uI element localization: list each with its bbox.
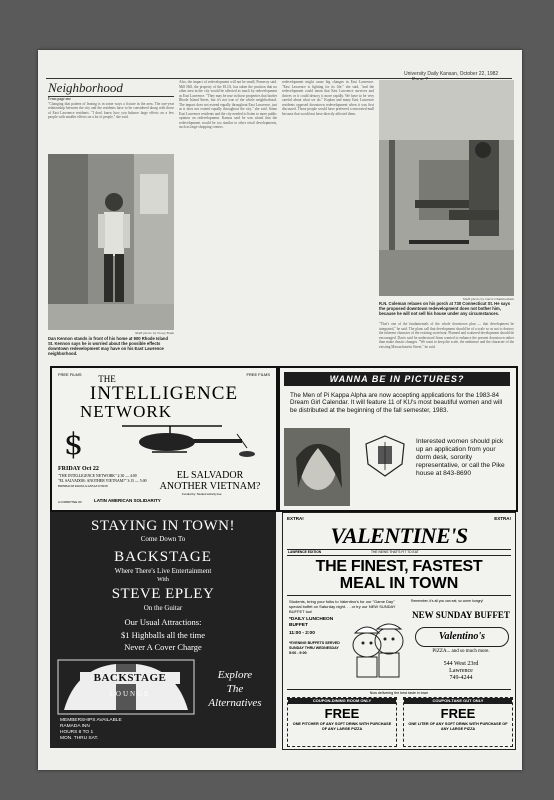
helicopter-icon xyxy=(112,420,262,460)
coupon1-body: ONE PITCHER OF ANY SOFT DRINK WITH PURCHASE OF ANY LARGE PIZZA xyxy=(292,722,392,731)
ad-backstage-attraction-1: $1 Highballs all the time xyxy=(120,630,206,640)
ad-val-new-buffet: NEW SUNDAY BUFFET xyxy=(412,610,510,620)
ad-val-buffets xyxy=(289,617,349,656)
ad-intelligence-network xyxy=(50,366,278,512)
jump-line: From page one xyxy=(48,97,71,101)
paper-name: University Daily Kansan, October 22, 1982 xyxy=(404,71,499,77)
ad-val-phone: 749-4244 xyxy=(449,675,473,681)
coupon2-head: COUPON-TAKE OUT ONLY xyxy=(404,698,512,704)
ad-backstage-line1: STAYING IN TOWN! xyxy=(90,518,236,534)
ad-title-the: THE xyxy=(98,374,116,384)
ad-backstage-explore-2: The xyxy=(226,683,244,695)
ad-date: FRIDAY Oct 22 xyxy=(58,466,99,472)
article-text-col2: Also, the impact of redevelopment will not be small, Pomeroy said. Mill Hill, the property of the ELIA, has taken the position that no other area in the city would be affected as much by redevelopment as East Lawrence. "They may be true in those properties that border Rhode Island Street, but it's not true of the whole neighborhood. The impact does not extend equally throughout East Lawrence, just as it does not extend equally throughout the city," she said. Some East Lawrence residents and the city needed to listen to more public opinion on redevelopment. Kansas said he was afraid that the redevelopment would be too similar to other retail developments, such as large shopping centers. xyxy=(179,80,277,129)
ad-val-title: VALENTINE'S xyxy=(330,523,468,548)
ad-val-headline-2: MEAL IN TOWN xyxy=(339,575,459,592)
article-text-col3: redevelopment might cause big changes in East Lawrence. "East Lawrence is fighting for its life," she said, "and the redevelopment could mean that East Lawrence survives and thrives or it could destroy it more rapidly. We have to be very careful about what we do." Koplan and many East Lawrence residents opposed downtown redevelopment when it was first discussed. Those people would have preferred a renovated mall because that would not have directly affected them. xyxy=(282,80,374,116)
ad-backstage-with: With xyxy=(157,577,169,583)
ad-val-buffet1-title: *DAILY LUNCHEON BUFFET xyxy=(289,617,334,628)
article-text-col4: "That's one of the fundamentals of the whole downtown plan — that development be integrated," he said. The plans call that development should be of a scale so as not to destroy the inherent character of the existing storefront. Planned and scattered development should be encouraged. Davis said he understood firms wanted to enhance the present downtown rather than make drastic changes. "We want to keep the scale, the ambience and the character of the existing Massachusetts Street," he said. xyxy=(379,322,514,349)
ad-headline-another-vietnam: ANOTHER VIETNAM? xyxy=(159,481,261,492)
ad-val-buffet2-title: *EVENING BUFFETS SERVED SUNDAY THRU WEDNESDAY xyxy=(289,641,340,650)
ad-committee: A COMMITTEE OF xyxy=(58,500,82,504)
ad-pictures-headline: WANNA BE IN PICTURES? xyxy=(284,372,510,386)
ad-val-address xyxy=(409,661,513,682)
woman-photo-image xyxy=(284,428,350,506)
ad-val-extra-left: EXTRA! xyxy=(287,516,304,521)
ad-backstage-logo-top: BACKSTAGE xyxy=(80,672,180,684)
ad-val-buffet1-time: 11:00 - 2:00 xyxy=(289,631,315,636)
backstage-lounge-logo-icon xyxy=(56,658,196,716)
coupon1-free: FREE xyxy=(324,706,360,721)
ad-backstage-hours: HOURS 8 TO 1 xyxy=(60,730,94,735)
masthead-rule xyxy=(46,78,512,79)
woman-photo xyxy=(284,428,350,506)
photo2-caption: R.N. Coleman relaxes on his porch at 730 Connecticut St. He says the proposed downtown redevelopment does not bother him, because he will not sell his house under any circumstances. xyxy=(379,301,511,316)
ad-val-address-2: Lawrence xyxy=(449,668,473,674)
ad-backstage-explore-1: Explore xyxy=(217,669,253,681)
ad-backstage-explore-3: Alternatives xyxy=(208,697,262,709)
ad-sponsor: LATIN AMERICAN SOLIDARITY xyxy=(94,498,161,503)
ad-backstage-attraction-2: Never A Cover Charge xyxy=(124,642,202,652)
ad-free-films-left: FREE FILMS xyxy=(58,372,82,377)
ad-headline-el-salvador: EL SALVADOR xyxy=(176,470,244,481)
ad-backstage xyxy=(50,512,276,748)
ad-backstage-days: MON. THRU SAT. xyxy=(60,736,99,741)
ad-val-brand-logo: Valentino's xyxy=(415,627,509,647)
ad-wanna-be-in-pictures xyxy=(278,366,518,512)
ad-backstage-venue: RAMADA INN xyxy=(60,724,90,729)
ad-val-subtitle: THE NEWS THAT'S FIT TO EAT xyxy=(371,550,419,554)
coupon2-body: ONE LITER OF ANY SOFT DRINK WITH PURCHASE OF ANY LARGE PIZZA xyxy=(408,722,508,731)
ad-backstage-line2: Come Down To xyxy=(140,535,186,543)
coupon-take-out[interactable] xyxy=(403,697,513,747)
ad-backstage-info xyxy=(60,718,170,742)
ad-val-intro: Students, bring your folks to Valentino's for our "Game Day" special buffet on Saturday night. . . or try our NEW SUNDAY BUFFET too! xyxy=(289,599,396,614)
ad-funded-by: Funded by: Student Activity Fee xyxy=(182,492,222,496)
ad-title-network: NETWORK xyxy=(80,402,172,421)
photo1-caption: Dan Kennon stands in front of his home at 900 Rhode Island St. Kennon says he is worried about the possible effects downtown redevelopment may have on his East Lawrence neighborhood. xyxy=(48,336,169,356)
ad-pictures-side-text: Interested women should pick up an application from your dorm desk, sorority representative, or call the Pike house at 843-8690 xyxy=(416,438,505,477)
coupon-dining-room[interactable] xyxy=(287,697,397,747)
ad-valentinos xyxy=(282,512,516,750)
ad-backstage-name: BACKSTAGE xyxy=(114,549,212,565)
ad-val-extra-right: EXTRA! xyxy=(494,516,511,521)
ad-val-edition: LAWRENCE EDITION xyxy=(288,550,322,554)
svg-text:$: $ xyxy=(64,427,84,462)
photo2-credit: Staff photo by Carol Chamberlain xyxy=(462,297,514,301)
ad-title-intelligence: INTELLIGENCE xyxy=(89,383,239,404)
ad-backstage-performer: STEVE EPLEY xyxy=(111,586,215,602)
newspaper-page xyxy=(38,50,522,770)
coupon2-free: FREE xyxy=(440,706,476,721)
ad-schedule xyxy=(58,474,148,489)
ad-val-buffet2-time: 5:00 - 9:00 xyxy=(289,651,307,656)
ad-schedule-item-1: "THE INTELLIGENCE NETWORK" 2:30 — 4:00 xyxy=(58,474,137,478)
ad-val-delivering: Now delivering the best taste in town xyxy=(287,689,511,695)
photo-man-standing xyxy=(48,154,174,330)
dollar-sign-icon xyxy=(60,418,90,468)
ad-val-rule xyxy=(287,595,511,596)
ad-backstage-logo-bottom: LOUNGE xyxy=(109,690,151,698)
ad-val-remember: Remember, it's all you can eat, so come hungry! xyxy=(411,599,484,603)
article-text-col1: "Changing that pattern of leasing is in some ways a fixture in the area. The one-year relationship between the city and the residents have to be considered along with those of East Lawrence residents. "I don't know how you balance large effects on a few people with smaller effects on a lot of people," she said. xyxy=(48,101,174,119)
photo1-credit: Staff photo by Doug Rusk xyxy=(135,331,174,335)
ad-val-edition-rule xyxy=(287,549,511,556)
ad-free-films-right: FREE FILMS xyxy=(246,372,270,377)
photo-porch xyxy=(379,80,514,296)
ad-backstage-instrument: On the Guitar xyxy=(143,604,183,612)
pi-kappa-alpha-crest-icon xyxy=(358,434,412,478)
ad-backstage-attractions-title: Our Usual Attractions: xyxy=(124,617,202,627)
photo-porch-image xyxy=(379,80,514,296)
section-title: Neighborhood xyxy=(48,80,174,97)
article-column-1 xyxy=(48,97,174,153)
photo-man-standing-image xyxy=(48,154,174,330)
ad-schedule-item-2: "EL SALVADOR: ANOTHER VIETNAM?" 3:15 — 5:00 xyxy=(58,479,147,483)
ad-backstage-tagline: Where There's Live Entertainment xyxy=(114,567,212,575)
ad-val-brand-sub: PIZZA... and so much more. xyxy=(432,649,490,654)
ad-val-headline-1: THE FINEST, FASTEST xyxy=(315,558,483,575)
coupon1-head: COUPON-DINING ROOM ONLY xyxy=(288,698,396,704)
cartoon-chefs-icon xyxy=(347,623,407,685)
ad-location: BIRNBAUM ROOM, KANSAS UNION xyxy=(58,484,108,488)
ad-backstage-memberships: MEMBERSHIPS AVAILABLE xyxy=(60,718,122,723)
ad-val-address-1: 544 West 23rd xyxy=(443,661,479,667)
ad-backstage-explore xyxy=(198,668,272,710)
ad-pictures-body: The Men of Pi Kappa Alpha are now accepting applications for the 1983-84 Dream Girl Calendar. It will feature 11 of KU's most beautiful women and will be distributed at the beginning of the fall semester, 1983. xyxy=(290,392,503,414)
